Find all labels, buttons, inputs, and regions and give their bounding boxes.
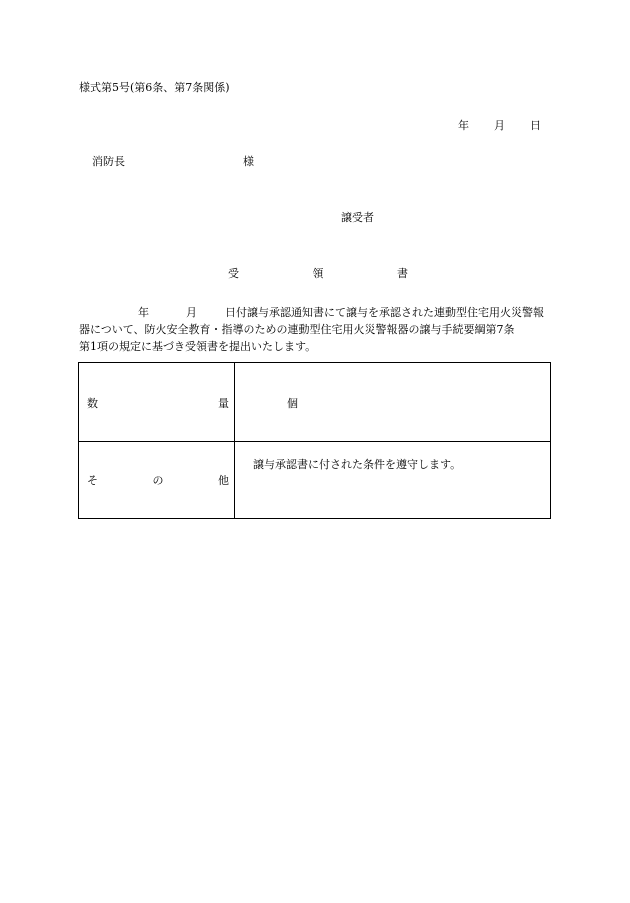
body-line-1 <box>79 304 554 321</box>
other-value: 譲与承認書に付された条件を遵守します。 <box>253 458 462 471</box>
quantity-label-char: 量 <box>218 397 229 410</box>
quantity-unit: 個 <box>287 397 298 410</box>
honorific-label: 様 <box>243 155 254 168</box>
recipient-label: 譲受者 <box>341 211 374 224</box>
addressee-label: 消防長 <box>92 155 125 168</box>
quantity-label-char: 数 <box>87 397 98 410</box>
document-title <box>228 268 408 279</box>
other-label-char: の <box>152 474 164 487</box>
title-char: 書 <box>397 267 408 280</box>
body-line-3: 第1項の規定に基づき受領書を提出いたします。 <box>79 340 317 353</box>
other-label <box>87 475 229 486</box>
other-label-char: そ <box>87 474 98 487</box>
body-paragraph <box>79 304 554 355</box>
receipt-table <box>78 362 551 519</box>
other-label-char: 他 <box>218 474 229 487</box>
body-month: 月 <box>186 306 197 319</box>
date-day-label: 日 <box>530 119 541 132</box>
quantity-label <box>87 398 229 409</box>
body-line-1-text: 日付譲与承認通知書にて譲与を承認された連動型住宅用火災警報 <box>225 306 544 319</box>
title-char: 領 <box>312 267 324 280</box>
form-number-label: 様式第5号(第6条、第7条関係) <box>79 81 230 94</box>
title-char: 受 <box>228 267 239 280</box>
table-column-divider <box>234 363 235 518</box>
date-month-label: 月 <box>494 119 505 132</box>
table-row-divider <box>79 441 550 442</box>
body-line-2: 器について、防火安全教育・指導のための連動型住宅用火災警報器の譲与手続要綱第7条 <box>79 323 515 336</box>
body-year: 年 <box>138 306 149 319</box>
date-year-label: 年 <box>458 119 469 132</box>
